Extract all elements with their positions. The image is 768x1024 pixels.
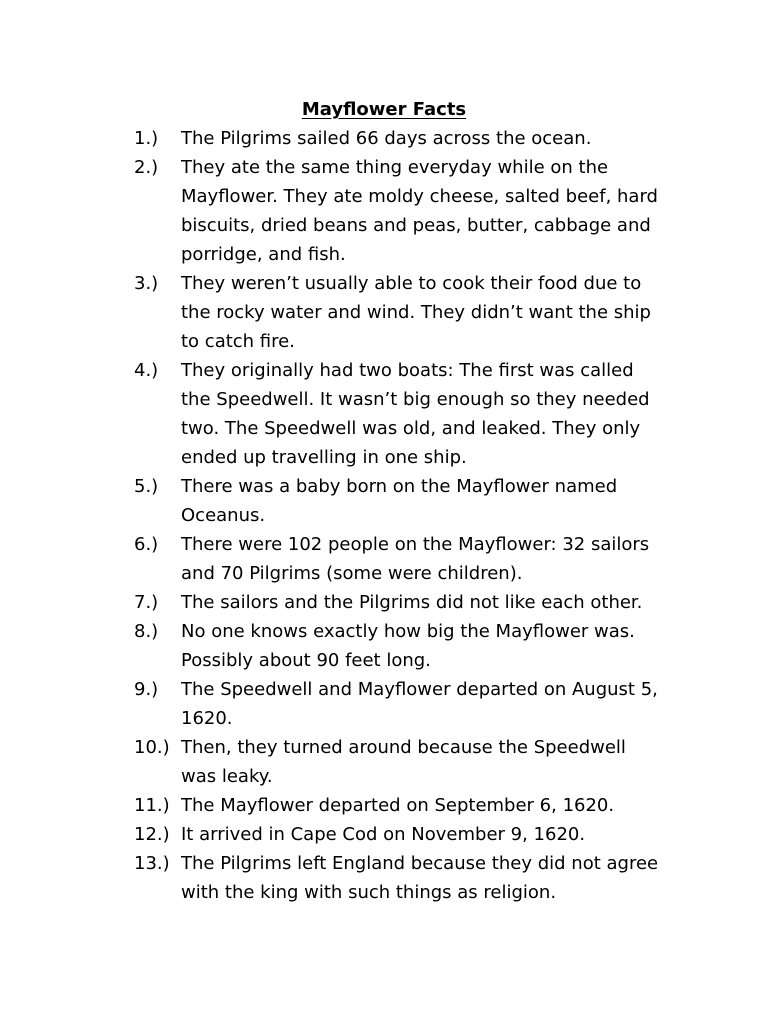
- item-text: No one knows exactly how big the Mayflower was. Possibly about 90 feet long.: [181, 621, 635, 671]
- item-text: The sailors and the Pilgrims did not like each other.: [181, 592, 643, 613]
- item-number: 1.): [134, 128, 159, 149]
- list-item: [134, 472, 724, 530]
- item-number: 10.): [134, 737, 170, 758]
- list-item: [134, 617, 724, 675]
- item-text: The Mayflower departed on September 6, 1620.: [181, 795, 615, 816]
- item-number: 11.): [134, 795, 170, 816]
- item-number: 4.): [134, 360, 159, 381]
- item-text: The Pilgrims left England because they did not agree with the king with such things as religion.: [181, 853, 659, 903]
- item-number: 2.): [134, 157, 159, 178]
- item-text: They weren’t usually able to cook their food due to the rocky water and wind. They didn’t want the ship to catch fire.: [181, 273, 651, 352]
- list-item: [134, 820, 724, 849]
- list-item: [134, 849, 724, 907]
- item-number: 7.): [134, 592, 159, 613]
- item-text: Then, they turned around because the Speedwell was leaky.: [181, 737, 626, 787]
- item-text: It arrived in Cape Cod on November 9, 1620.: [181, 824, 586, 845]
- item-number: 8.): [134, 621, 159, 642]
- list-item: [134, 530, 724, 588]
- item-text: They ate the same thing everyday while on the Mayflower. They ate moldy cheese, salted beef, hard biscuits, dried beans and peas, butter, cabbage and porridge, and fish.: [181, 157, 658, 265]
- item-text: There was a baby born on the Mayflower named Oceanus.: [181, 476, 618, 526]
- item-text: The Speedwell and Mayflower departed on August 5, 1620.: [181, 679, 658, 729]
- list-item: [134, 124, 724, 153]
- document-title: Mayflower Facts: [301, 99, 467, 120]
- facts-list: [134, 124, 724, 907]
- list-item: [134, 153, 724, 269]
- list-item: [134, 733, 724, 791]
- list-item: [134, 588, 724, 617]
- list-item: [134, 356, 724, 472]
- list-item: [134, 791, 724, 820]
- item-number: 5.): [134, 476, 159, 497]
- item-text: There were 102 people on the Mayflower: 32 sailors and 70 Pilgrims (some were children).: [181, 534, 650, 584]
- item-number: 12.): [134, 824, 170, 845]
- list-item: [134, 675, 724, 733]
- item-text: They originally had two boats: The first was called the Speedwell. It wasn’t big enough so they needed two. The Speedwell was old, and leaked. They only ended up travelling in one ship.: [181, 360, 650, 468]
- list-item: [134, 269, 724, 356]
- item-number: 9.): [134, 679, 159, 700]
- item-number: 13.): [134, 853, 170, 874]
- item-number: 3.): [134, 273, 159, 294]
- item-number: 6.): [134, 534, 159, 555]
- item-text: The Pilgrims sailed 66 days across the ocean.: [181, 128, 592, 149]
